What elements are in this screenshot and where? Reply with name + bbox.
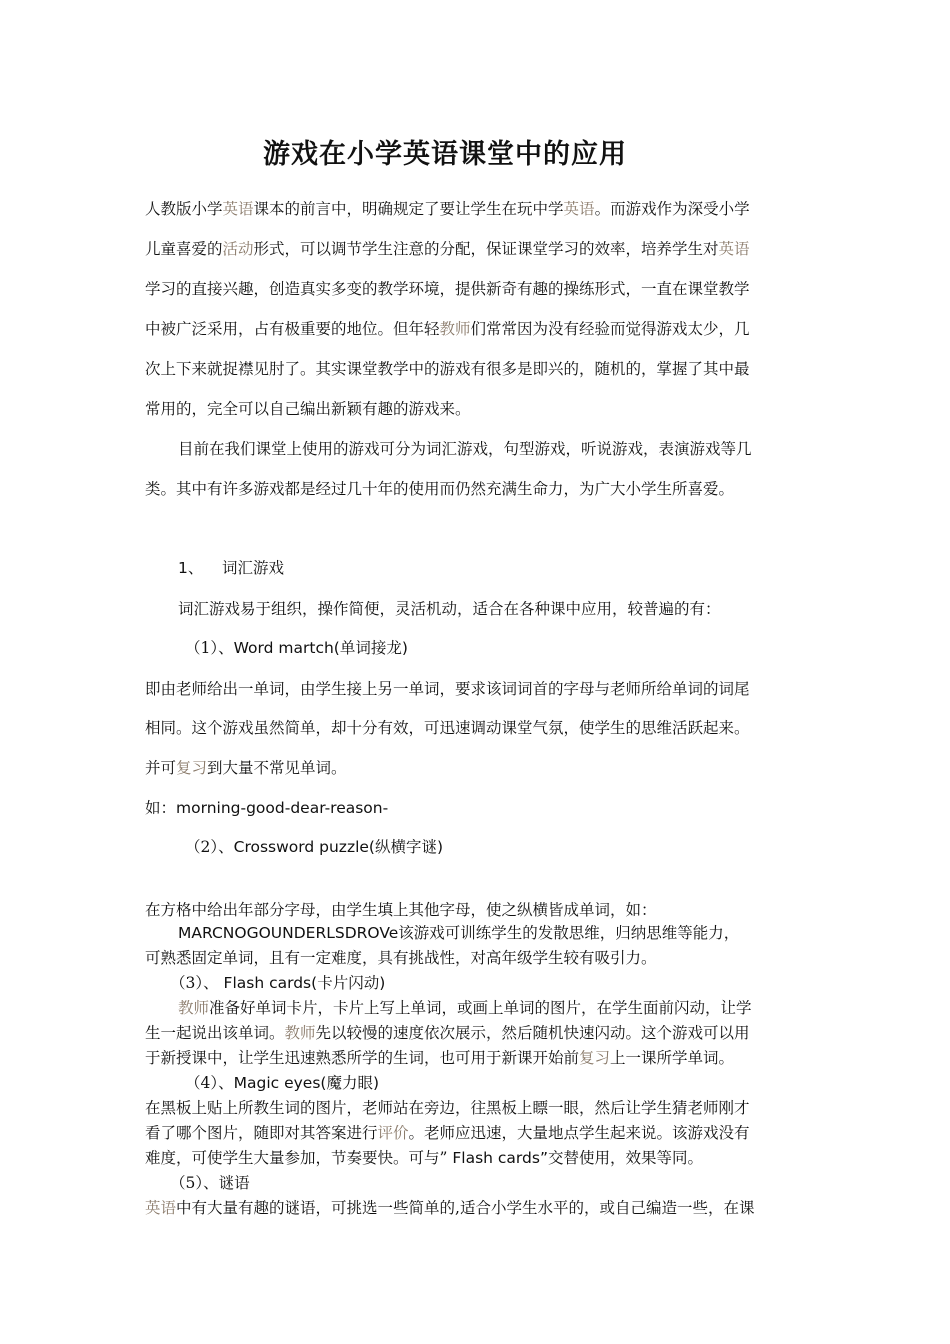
paragraph-line: 在方格中给出年部分字母，由学生填上其他字母，使之纵横皆成单词，如： xyxy=(145,901,657,919)
paragraph-line: 次上下来就捉襟见肘了。其实课堂教学中的游戏有很多是即兴的，随机的，掌握了其中最 xyxy=(145,360,750,378)
paragraph-line: 并可复习到大量不常见单词。 xyxy=(145,759,347,777)
paragraph-line: 常用的，完全可以自己编出新颖有趣的游戏来。 xyxy=(145,400,471,418)
keyword-link[interactable]: 教师 xyxy=(439,320,471,338)
keyword-link[interactable]: 教师 xyxy=(284,1024,316,1042)
keyword-link[interactable]: 英语 xyxy=(563,200,595,218)
game-heading: （1）、Word martch(单词接龙) xyxy=(185,639,408,657)
paragraph-line: 于新授课中，让学生迅速熟悉所学的生词，也可用于新课开始前复习上一课所学单词。 xyxy=(145,1049,735,1067)
paragraph-line: 即由老师给出一单词，由学生接上另一单词，要求该词词首的字母与老师所给单词的词尾 xyxy=(145,680,750,698)
section-title: 词汇游戏 xyxy=(222,559,285,577)
paragraph-line: 学习的直接兴趣，创造真实多变的教学环境，提供新奇有趣的操练形式，一直在课堂教学 xyxy=(145,280,750,298)
game-heading: （5）、谜语 xyxy=(170,1174,250,1192)
game-heading: （4）、Magic eyes(魔力眼) xyxy=(185,1074,380,1092)
paragraph-line: 难度，可使学生大量参加，节奏要快。可与” Flash cards”交替使用，效果等同。 xyxy=(145,1149,703,1167)
keyword-link[interactable]: 英语 xyxy=(222,200,254,218)
keyword-link[interactable]: 教师 xyxy=(178,999,210,1017)
paragraph-line: 儿童喜爱的活动形式，可以调节学生注意的分配，保证课堂学习的效率，培养学生对英语 xyxy=(145,240,750,258)
paragraph-line: 在黑板上贴上所教生词的图片，老师站在旁边，往黑板上瞟一眼，然后让学生猜老师刚才 xyxy=(145,1099,750,1117)
paragraph-line: 中被广泛采用，占有极重要的地位。但年轻教师们常常因为没有经验而觉得游戏太少，几 xyxy=(145,320,750,338)
keyword-link[interactable]: 评价 xyxy=(377,1124,409,1142)
keyword-link[interactable]: 英语 xyxy=(718,240,750,258)
paragraph-line: 目前在我们课堂上使用的游戏可分为词汇游戏，句型游戏，听说游戏，表演游戏等几 xyxy=(178,440,752,458)
paragraph-line: 教师准备好单词卡片，卡片上写上单词，或画上单词的图片，在学生面前闪动，让学 xyxy=(178,999,752,1017)
paragraph-line: 英语中有大量有趣的谜语，可挑选一些简单的,适合小学生水平的，或自己编造一些，在课 xyxy=(145,1199,755,1217)
keyword-link[interactable]: 复习 xyxy=(176,759,208,777)
game-heading: （2）、Crossword puzzle(纵横字谜) xyxy=(185,838,444,856)
paragraph-line: 看了哪个图片，随即对其答案进行评价。老师应迅速，大量地点学生起来说。该游戏没有 xyxy=(145,1124,750,1142)
paragraph-line: 相同。这个游戏虽然简单，却十分有效，可迅速调动课堂气氛，使学生的思维活跃起来。 xyxy=(145,719,750,737)
keyword-link[interactable]: 英语 xyxy=(145,1199,177,1217)
example-line: 如：morning-good-dear-reason- xyxy=(145,799,389,817)
page-title: 游戏在小学英语课堂中的应用 xyxy=(263,139,627,170)
paragraph-line: MARCNOGOUNDERLSDROVe该游戏可训练学生的发散思维，归纳思维等能力， xyxy=(178,924,740,942)
game-heading: （3）、 Flash cards(卡片闪动) xyxy=(170,974,386,992)
paragraph-line: 类。其中有许多游戏都是经过几十年的使用而仍然充满生命力，为广大小学生所喜爱。 xyxy=(145,480,735,498)
paragraph-line: 人教版小学英语课本的前言中，明确规定了要让学生在玩中学英语。而游戏作为深受小学 xyxy=(145,200,750,218)
keyword-link[interactable]: 活动 xyxy=(222,240,254,258)
keyword-link[interactable]: 复习 xyxy=(579,1049,611,1067)
paragraph-line: 可熟悉固定单词，且有一定难度，具有挑战性，对高年级学生较有吸引力。 xyxy=(145,949,657,967)
section-intro: 词汇游戏易于组织，操作简便，灵活机动，适合在各种课中应用，较普遍的有： xyxy=(178,600,721,618)
paragraph-line: 生一起说出该单词。教师先以较慢的速度依次展示，然后随机快速闪动。这个游戏可以用 xyxy=(145,1024,750,1042)
section-number: 1、 xyxy=(178,559,204,577)
